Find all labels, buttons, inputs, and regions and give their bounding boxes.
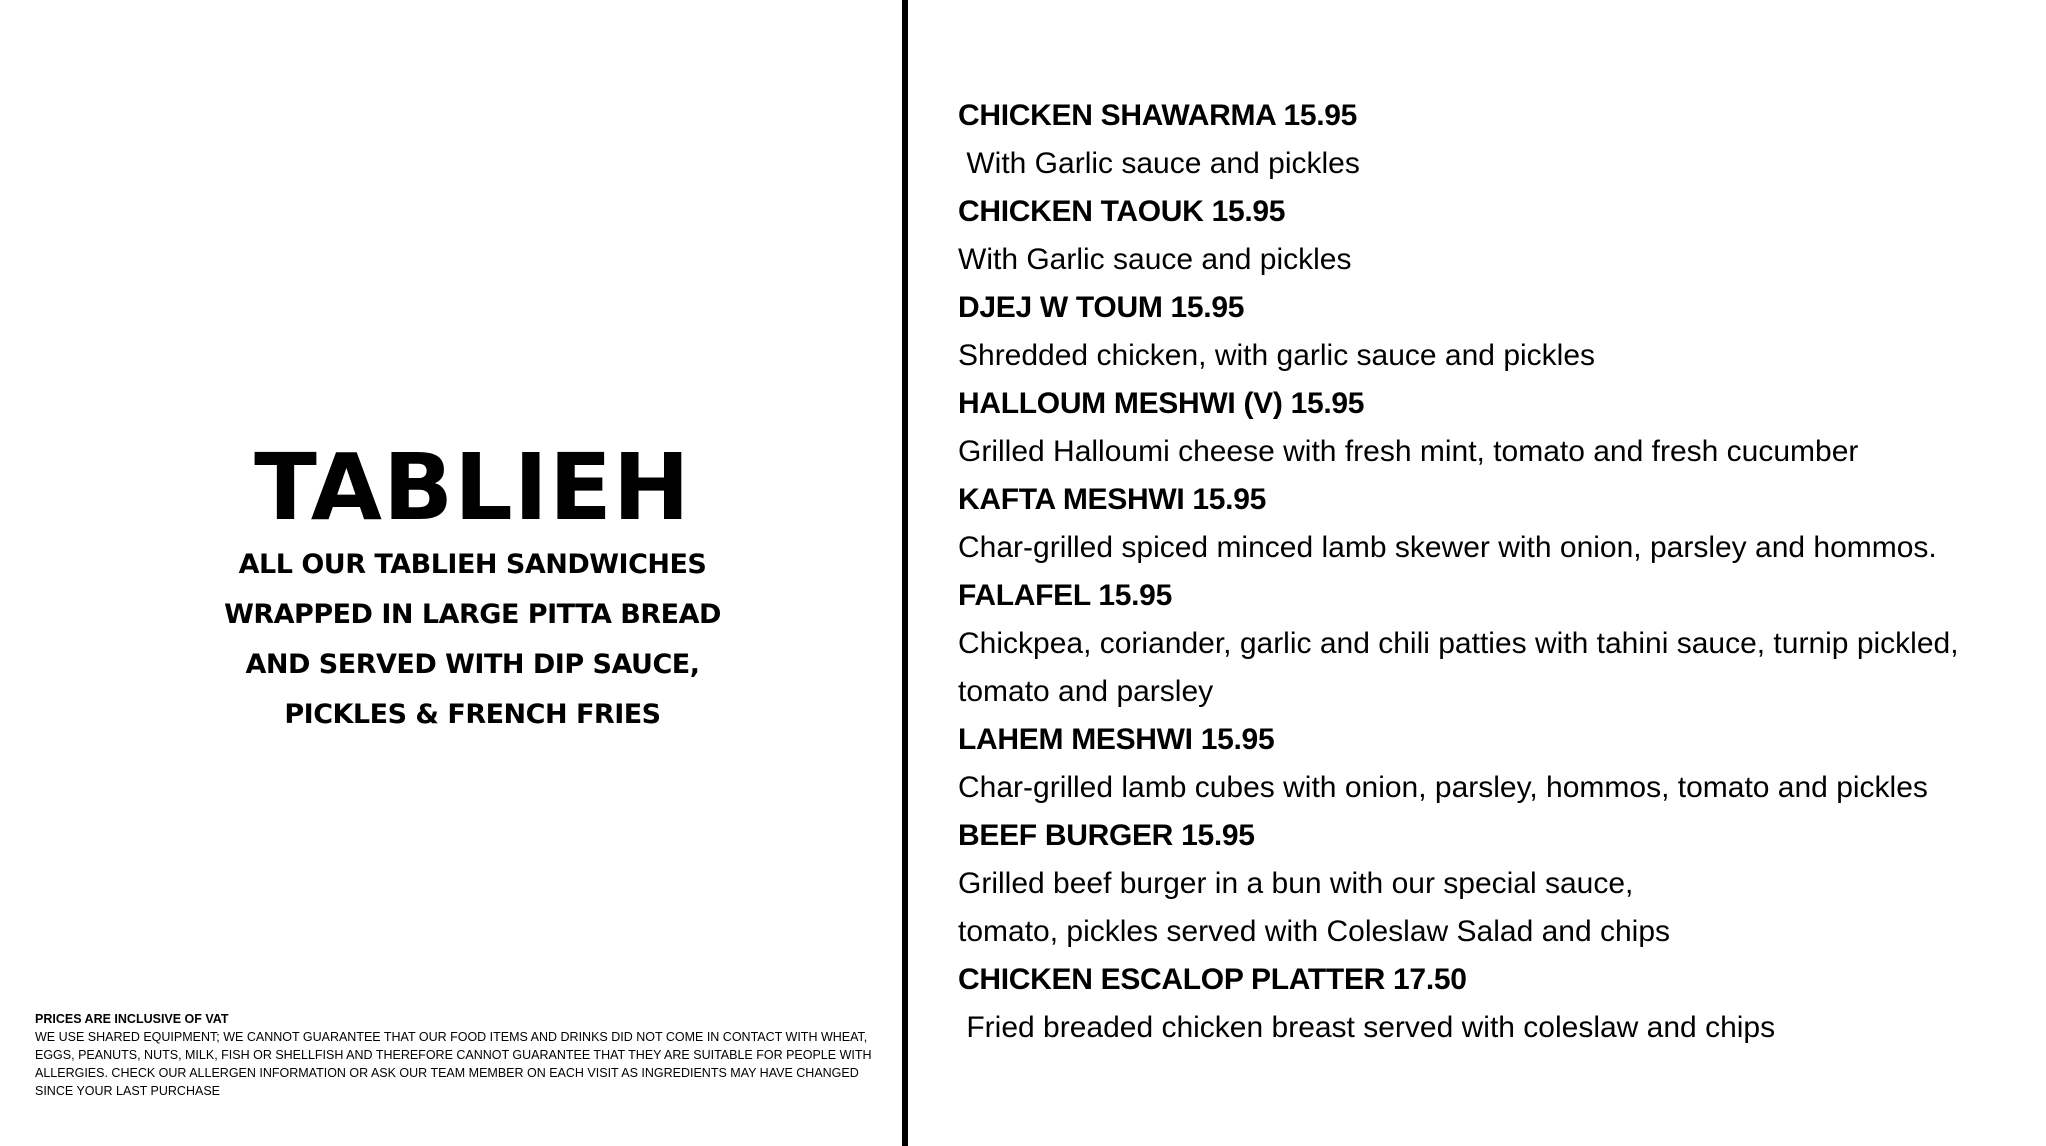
- menu-item: [958, 380, 2038, 476]
- item-description: With Garlic sauce and pickles: [958, 147, 1360, 180]
- item-name: LAHEM MESHWI 15.95: [958, 723, 1275, 756]
- item-name: CHICKEN SHAWARMA 15.95: [958, 99, 1358, 132]
- item-description: Shredded chicken, with garlic sauce and pickles: [958, 339, 1596, 372]
- menu-item: [958, 188, 2038, 284]
- menu-item: [958, 572, 2038, 716]
- item-description: Char-grilled lamb cubes with onion, parsley, hommos, tomato and pickles: [958, 771, 1928, 804]
- item-description: With Garlic sauce and pickles: [958, 243, 1352, 276]
- allergen-disclaimer: WE USE SHARED EQUIPMENT; WE CANNOT GUARANTEE THAT OUR FOOD ITEMS AND DRINKS DID NOT COME IN CONTACT WITH WHEAT, EGGS, PEANUTS, NUTS, MILK, FISH OR SHELLFISH AND THEREFORE CANNOT GUARANTEE THAT THEY ARE SUITABLE FOR PEOPLE WITH ALLERGIES. CHECK OUR ALLERGEN INFORMATION OR ASK OUR TEAM MEMBER ON EACH VISIT AS INGREDIENTS MAY HAVE CHANGED SINCE YOUR LAST PURCHASE: [35, 1030, 872, 1098]
- menu-item: [958, 812, 2038, 956]
- subtitle-line: WRAPPED IN LARGE PITTA BREAD: [224, 599, 721, 630]
- left-panel: [0, 0, 905, 1146]
- menu-title: TABLIEH: [254, 434, 691, 541]
- menu-subtitle: [0, 540, 945, 740]
- item-description: Grilled beef burger in a bun with our special sauce,: [958, 867, 1634, 900]
- item-name: CHICKEN ESCALOP PLATTER 17.50: [958, 963, 1467, 996]
- item-description: Chickpea, coriander, garlic and chili patties with tahini sauce, turnip pickled,: [958, 627, 1959, 660]
- vat-notice: PRICES ARE INCLUSIVE OF VAT: [35, 1012, 229, 1026]
- allergen-footer: [35, 1010, 895, 1100]
- menu-item: [958, 92, 2038, 188]
- menu-list: [958, 92, 2038, 1052]
- item-name: DJEJ W TOUM 15.95: [958, 291, 1245, 324]
- menu-item: [958, 716, 2038, 812]
- item-name: KAFTA MESHWI 15.95: [958, 483, 1266, 516]
- item-name: HALLOUM MESHWI (V) 15.95: [958, 387, 1365, 420]
- item-description: tomato, pickles served with Coleslaw Salad and chips: [958, 915, 1671, 948]
- menu-item: [958, 956, 2038, 1052]
- item-name: FALAFEL 15.95: [958, 579, 1172, 612]
- menu-item: [958, 284, 2038, 380]
- subtitle-line: ALL OUR TABLIEH SANDWICHES: [238, 549, 707, 580]
- subtitle-line: PICKLES & FRENCH FRIES: [284, 699, 661, 730]
- vertical-divider: [902, 0, 908, 1146]
- item-description: Char-grilled spiced minced lamb skewer with onion, parsley and hommos.: [958, 531, 1937, 564]
- item-description: tomato and parsley: [958, 675, 1214, 708]
- item-name: BEEF BURGER 15.95: [958, 819, 1255, 852]
- item-name: CHICKEN TAOUK 15.95: [958, 195, 1286, 228]
- item-description: Grilled Halloumi cheese with fresh mint, tomato and fresh cucumber: [958, 435, 1859, 468]
- item-description: Fried breaded chicken breast served with coleslaw and chips: [958, 1011, 1776, 1044]
- menu-item: [958, 476, 2038, 572]
- subtitle-line: AND SERVED WITH DIP SAUCE,: [245, 649, 700, 680]
